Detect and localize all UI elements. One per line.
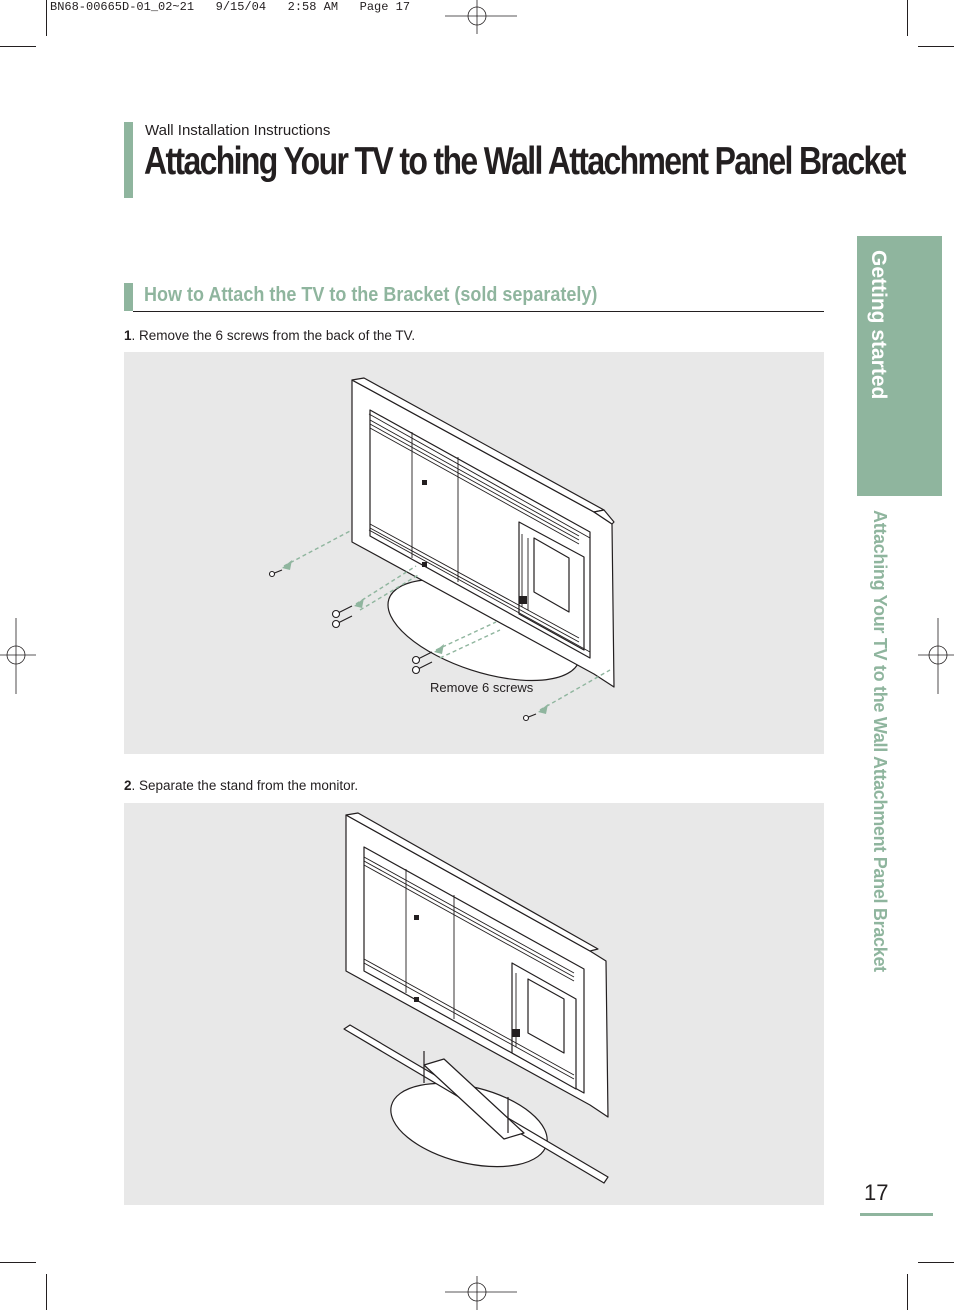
subsection-rule xyxy=(133,311,824,312)
figure-callout: Remove 6 screws xyxy=(430,680,534,695)
page-number-rule xyxy=(860,1213,933,1216)
crop-mark xyxy=(46,0,47,36)
tv-back-illustration-icon xyxy=(124,352,824,754)
subtitle-accent-bar xyxy=(124,283,133,311)
subsection-title: How to Attach the TV to the Bracket (sold separately) xyxy=(144,284,598,306)
step-number: 1 xyxy=(124,328,132,343)
crop-mark xyxy=(907,1274,908,1310)
registration-mark-icon xyxy=(0,618,36,694)
crop-mark xyxy=(0,1262,36,1263)
section-label: Wall Installation Instructions xyxy=(145,122,331,139)
stand-separation-illustration-icon xyxy=(124,803,824,1205)
figure-panel-2 xyxy=(124,803,824,1205)
step-2 xyxy=(124,778,358,793)
title-accent-bar xyxy=(124,122,133,198)
step-text: . Separate the stand from the monitor. xyxy=(131,778,359,793)
step-1 xyxy=(124,328,415,343)
registration-mark-icon xyxy=(445,1276,517,1310)
crop-mark xyxy=(918,1262,954,1263)
crop-mark xyxy=(0,46,36,47)
side-running-title: Attaching Your TV to the Wall Attachment Panel Bracket xyxy=(870,510,890,972)
registration-mark-icon xyxy=(918,618,954,694)
crop-mark xyxy=(918,46,954,47)
print-slug: BN68-00665D-01_02~21 9/15/04 2:58 AM Page 17 xyxy=(50,0,411,14)
figure-panel-1 xyxy=(124,352,824,754)
crop-mark xyxy=(46,1274,47,1310)
step-number: 2 xyxy=(124,778,132,793)
registration-mark-icon xyxy=(445,0,517,34)
page-title: Attaching Your TV to the Wall Attachment Panel Bracket xyxy=(144,140,905,183)
crop-mark xyxy=(907,0,908,36)
chapter-tab-label: Getting started xyxy=(867,250,890,400)
step-text: . Remove the 6 screws from the back of the TV. xyxy=(131,328,416,343)
page-number: 17 xyxy=(864,1180,889,1205)
